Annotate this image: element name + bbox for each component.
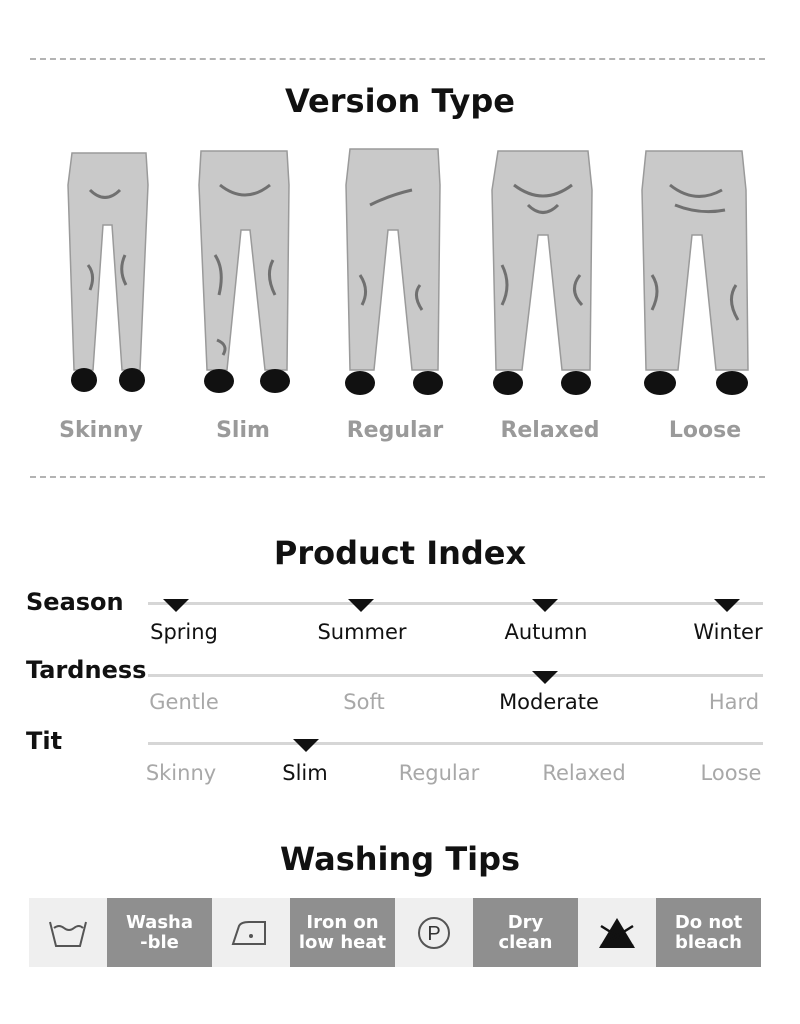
season-marker-spring (163, 599, 189, 612)
washing-tips-strip (29, 898, 763, 967)
relaxed-pants-image (488, 145, 598, 405)
fit-label-slim: Slim (216, 418, 270, 443)
fit-illustrations (0, 145, 800, 405)
tardness-scale-line (148, 674, 763, 677)
tardness-label: Tardness (26, 656, 147, 684)
tardness-option-soft: Soft (343, 690, 385, 714)
loose-pants-image (640, 145, 755, 405)
tit-option-skinny: Skinny (145, 761, 217, 785)
skinny-pants-image (60, 145, 155, 405)
tit-label: Tit (26, 727, 63, 755)
no-bleach-label: Do not bleach (656, 898, 761, 967)
svg-text:P: P (427, 922, 441, 945)
season-option-summer: Summer (317, 620, 407, 644)
top-divider (30, 58, 765, 60)
tit-scale-line (148, 742, 763, 745)
fit-label-loose: Loose (668, 418, 742, 443)
tardness-marker (532, 671, 558, 684)
regular-pants-image (340, 145, 445, 405)
tit-marker (293, 739, 319, 752)
season-option-autumn: Autumn (504, 620, 588, 644)
season-marker-winter (714, 599, 740, 612)
tit-option-regular: Regular (398, 761, 480, 785)
season-marker-autumn (532, 599, 558, 612)
tardness-option-gentle: Gentle (149, 690, 219, 714)
fit-label-relaxed: Relaxed (500, 418, 600, 443)
season-option-winter: Winter (693, 620, 763, 644)
tit-option-loose: Loose (700, 761, 762, 785)
washtub-icon (29, 898, 107, 967)
tardness-option-moderate: Moderate (499, 690, 599, 714)
no-bleach-icon (578, 898, 656, 967)
tardness-option-hard: Hard (708, 690, 760, 714)
tit-option-slim: Slim (282, 761, 328, 785)
fit-label-regular: Regular (346, 418, 444, 443)
iron-low-heat-label: Iron on low heat (290, 898, 395, 967)
season-option-spring: Spring (150, 620, 218, 644)
tit-option-relaxed: Relaxed (542, 761, 626, 785)
washing-tips-title: Washing Tips (279, 840, 521, 878)
dry-clean-p-icon (395, 898, 473, 967)
dry-clean-label: Dry clean (473, 898, 578, 967)
season-label: Season (26, 588, 124, 616)
fit-label-skinny: Skinny (59, 418, 143, 443)
product-index-title: Product Index (273, 534, 527, 572)
season-marker-summer (348, 599, 374, 612)
version-type-title: Version Type (285, 82, 515, 120)
iron-icon (212, 898, 290, 967)
slim-pants-image (195, 145, 295, 405)
season-scale-line (148, 602, 763, 605)
middle-divider (30, 476, 765, 478)
washable-label: Washa -ble (107, 898, 212, 967)
